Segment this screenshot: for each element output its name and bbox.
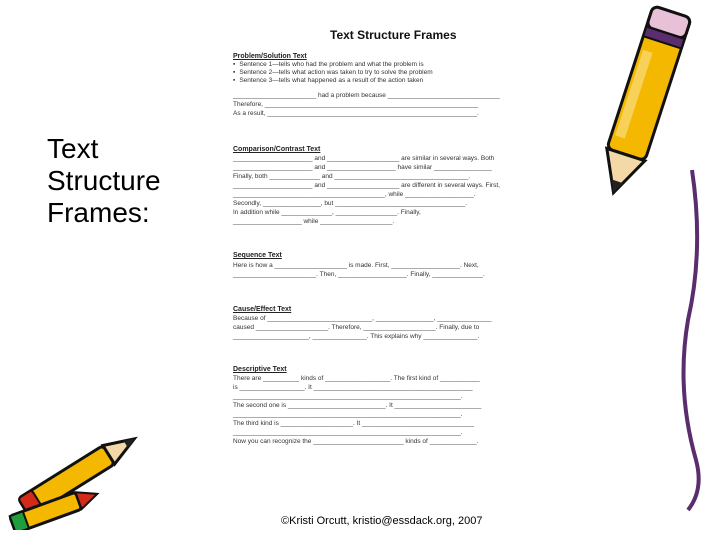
section-line: _______________________ had a problem because _______________________________ — [233, 92, 500, 99]
section-heading-sequence: Sequence Text — [233, 252, 282, 259]
section-line: ______________________ and ____________________ are different in several ways. First, — [233, 182, 500, 189]
section-line: caused ____________________. Therefore, ____________________. Finally, due to — [233, 324, 480, 331]
section-heading-cause-effect: Cause/Effect Text — [233, 306, 292, 313]
slide-title: Text Structure Frames: — [47, 133, 161, 228]
pencil-icon — [592, 0, 720, 520]
section-line: ▪ Sentence 1—tells who had the problem and what the problem is — [233, 61, 424, 68]
section-line: As a result, __________________________________________________________. — [233, 110, 479, 117]
section-line: __________________________________________, while ___________________. — [233, 191, 476, 198]
section-line: _______________________. Then, ___________________. Finally, ______________. — [233, 271, 485, 278]
section-line: ___________________ while ____________________. — [233, 218, 395, 225]
section-line: ______________________ and ___________________ have similar ________________ — [233, 164, 492, 171]
section-line: ▪ Sentence 3—tells what happened as a result of the action taken — [233, 77, 423, 84]
section-line: _______________________________________________________________. — [233, 429, 463, 436]
pencil-crayon-icon — [0, 430, 160, 530]
section-line: Now you can recognize the _________________________ kinds of _____________. — [233, 438, 479, 445]
document-title: Text Structure Frames — [330, 28, 457, 42]
section-line: Here is how a ____________________ is made. First, ___________________. Next, — [233, 262, 479, 269]
section-line: _____________________, _______________. This explains why _______________. — [233, 333, 480, 340]
section-line: ▪ Sentence 2—tells what action was taken to try to solve the problem — [233, 69, 433, 76]
section-heading-comparison-contrast: Comparison/Contrast Text — [233, 146, 321, 153]
section-line: The second one is ___________________________. It ________________________ — [233, 402, 482, 409]
section-line: _______________________________________________________________. — [233, 393, 463, 400]
section-line: In addition while ______________, _________________. Finally, — [233, 209, 421, 216]
section-line: Therefore, ___________________________________________________________ — [233, 101, 479, 108]
section-line: Secondly, ________________, but ____________________________________. — [233, 200, 468, 207]
section-heading-problem-solution: Problem/Solution Text — [233, 53, 307, 60]
text-structure-document — [230, 28, 580, 448]
slide-footer: ©Kristi Orcutt, kristio@essdack.org, 2007 — [281, 515, 483, 527]
section-line: Finally, both ______________ and _____________________________________. — [233, 173, 470, 180]
section-line: _______________________________________________________________. — [233, 411, 463, 418]
section-heading-descriptive: Descriptive Text — [233, 366, 287, 373]
section-line: is __________________. It ____________________________________________ — [233, 384, 473, 391]
section-line: ______________________ and ____________________ are similar in several ways. Both — [233, 155, 495, 162]
section-line: The third kind is ____________________. It _______________________________ — [233, 420, 475, 427]
section-line: Because of _____________________________, ________________, _______________ — [233, 315, 492, 322]
section-line: There are __________ kinds of __________________. The first kind of ___________ — [233, 375, 480, 382]
